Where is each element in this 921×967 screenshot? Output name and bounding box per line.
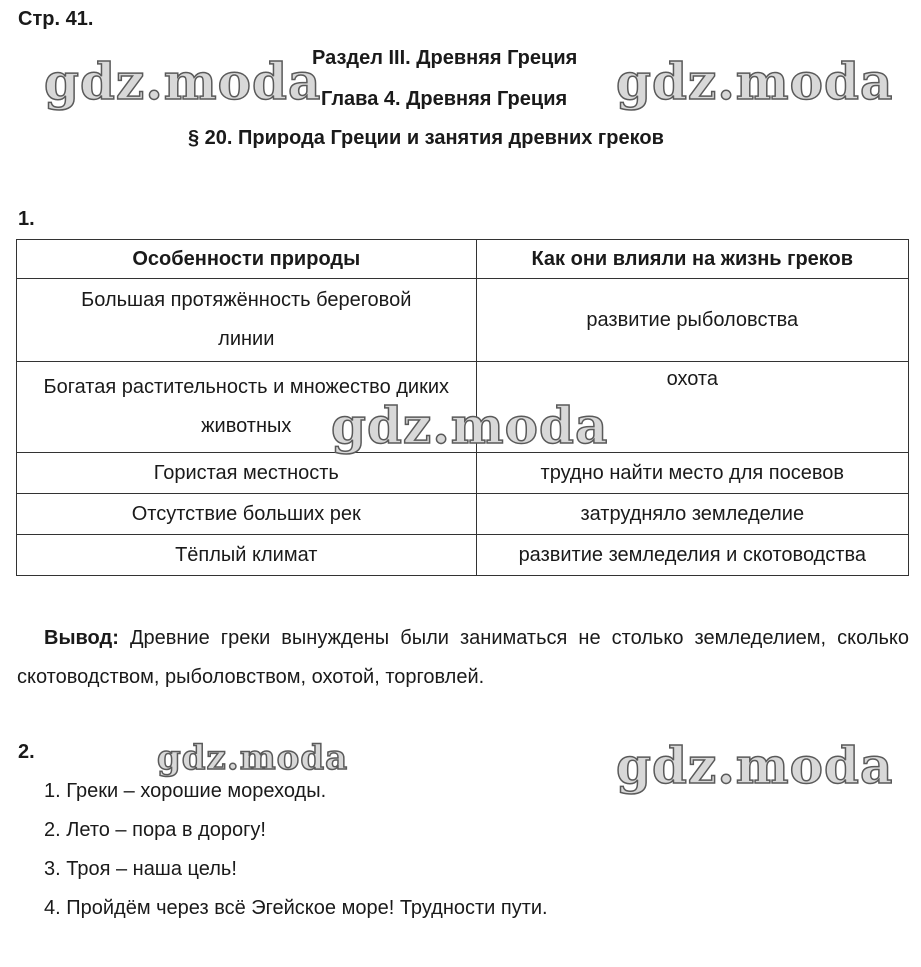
- watermark: gdz.moda: [616, 736, 894, 795]
- table-row: [17, 362, 909, 453]
- watermark: gdz.moda: [331, 396, 609, 455]
- section-title: Раздел III. Древняя Греция: [312, 47, 578, 69]
- paragraph-title: § 20. Природа Греции и занятия древних греков: [188, 127, 664, 149]
- conclusion-paragraph: [17, 619, 909, 697]
- feature-cell: Богатая растительность и множество диких животных: [17, 362, 477, 453]
- conclusion-text: Древние греки вынуждены были заниматься не столько земледелием, сколько скотоводством, рыболовством, охотой, торговлей.: [17, 627, 910, 688]
- task-1-number: 1.: [18, 208, 35, 230]
- feature-cell: Тёплый климат: [17, 535, 477, 576]
- watermark: gdz.moda: [616, 52, 894, 111]
- table-row: [17, 535, 909, 576]
- chapter-title: Глава 4. Древняя Греция: [321, 88, 568, 110]
- table-header-row: [17, 240, 909, 279]
- effect-cell: охота: [476, 362, 908, 453]
- list-item: 1. Греки – хорошие мореходы.: [44, 780, 327, 802]
- table-row: [17, 453, 909, 494]
- feature-cell: Отсутствие больших рек: [17, 494, 477, 535]
- effect-cell: затрудняло земледелие: [476, 494, 908, 535]
- effect-cell: развитие земледелия и скотоводства: [476, 535, 908, 576]
- nature-influence-table: [16, 239, 909, 576]
- column-header-effect: Как они влияли на жизнь греков: [476, 240, 908, 279]
- feature-cell: Большая протяжённость береговой линии: [17, 279, 477, 362]
- page-number: Стр. 41.: [18, 8, 94, 30]
- column-header-feature: Особенности природы: [17, 240, 477, 279]
- feature-cell: Гористая местность: [17, 453, 477, 494]
- list-item: 4. Пройдём через всё Эгейское море! Трудности пути.: [44, 897, 548, 919]
- table-row: [17, 494, 909, 535]
- table-row: [17, 279, 909, 362]
- effect-cell: развитие рыболовства: [476, 279, 908, 362]
- watermark: gdz.moda: [44, 52, 322, 111]
- list-item: 2. Лето – пора в дорогу!: [44, 819, 266, 841]
- conclusion-label: Вывод:: [44, 627, 119, 649]
- list-item: 3. Троя – наша цель!: [44, 858, 237, 880]
- effect-cell: трудно найти место для посевов: [476, 453, 908, 494]
- task-2-number: 2.: [18, 741, 35, 763]
- watermark: gdz.moda: [157, 738, 349, 778]
